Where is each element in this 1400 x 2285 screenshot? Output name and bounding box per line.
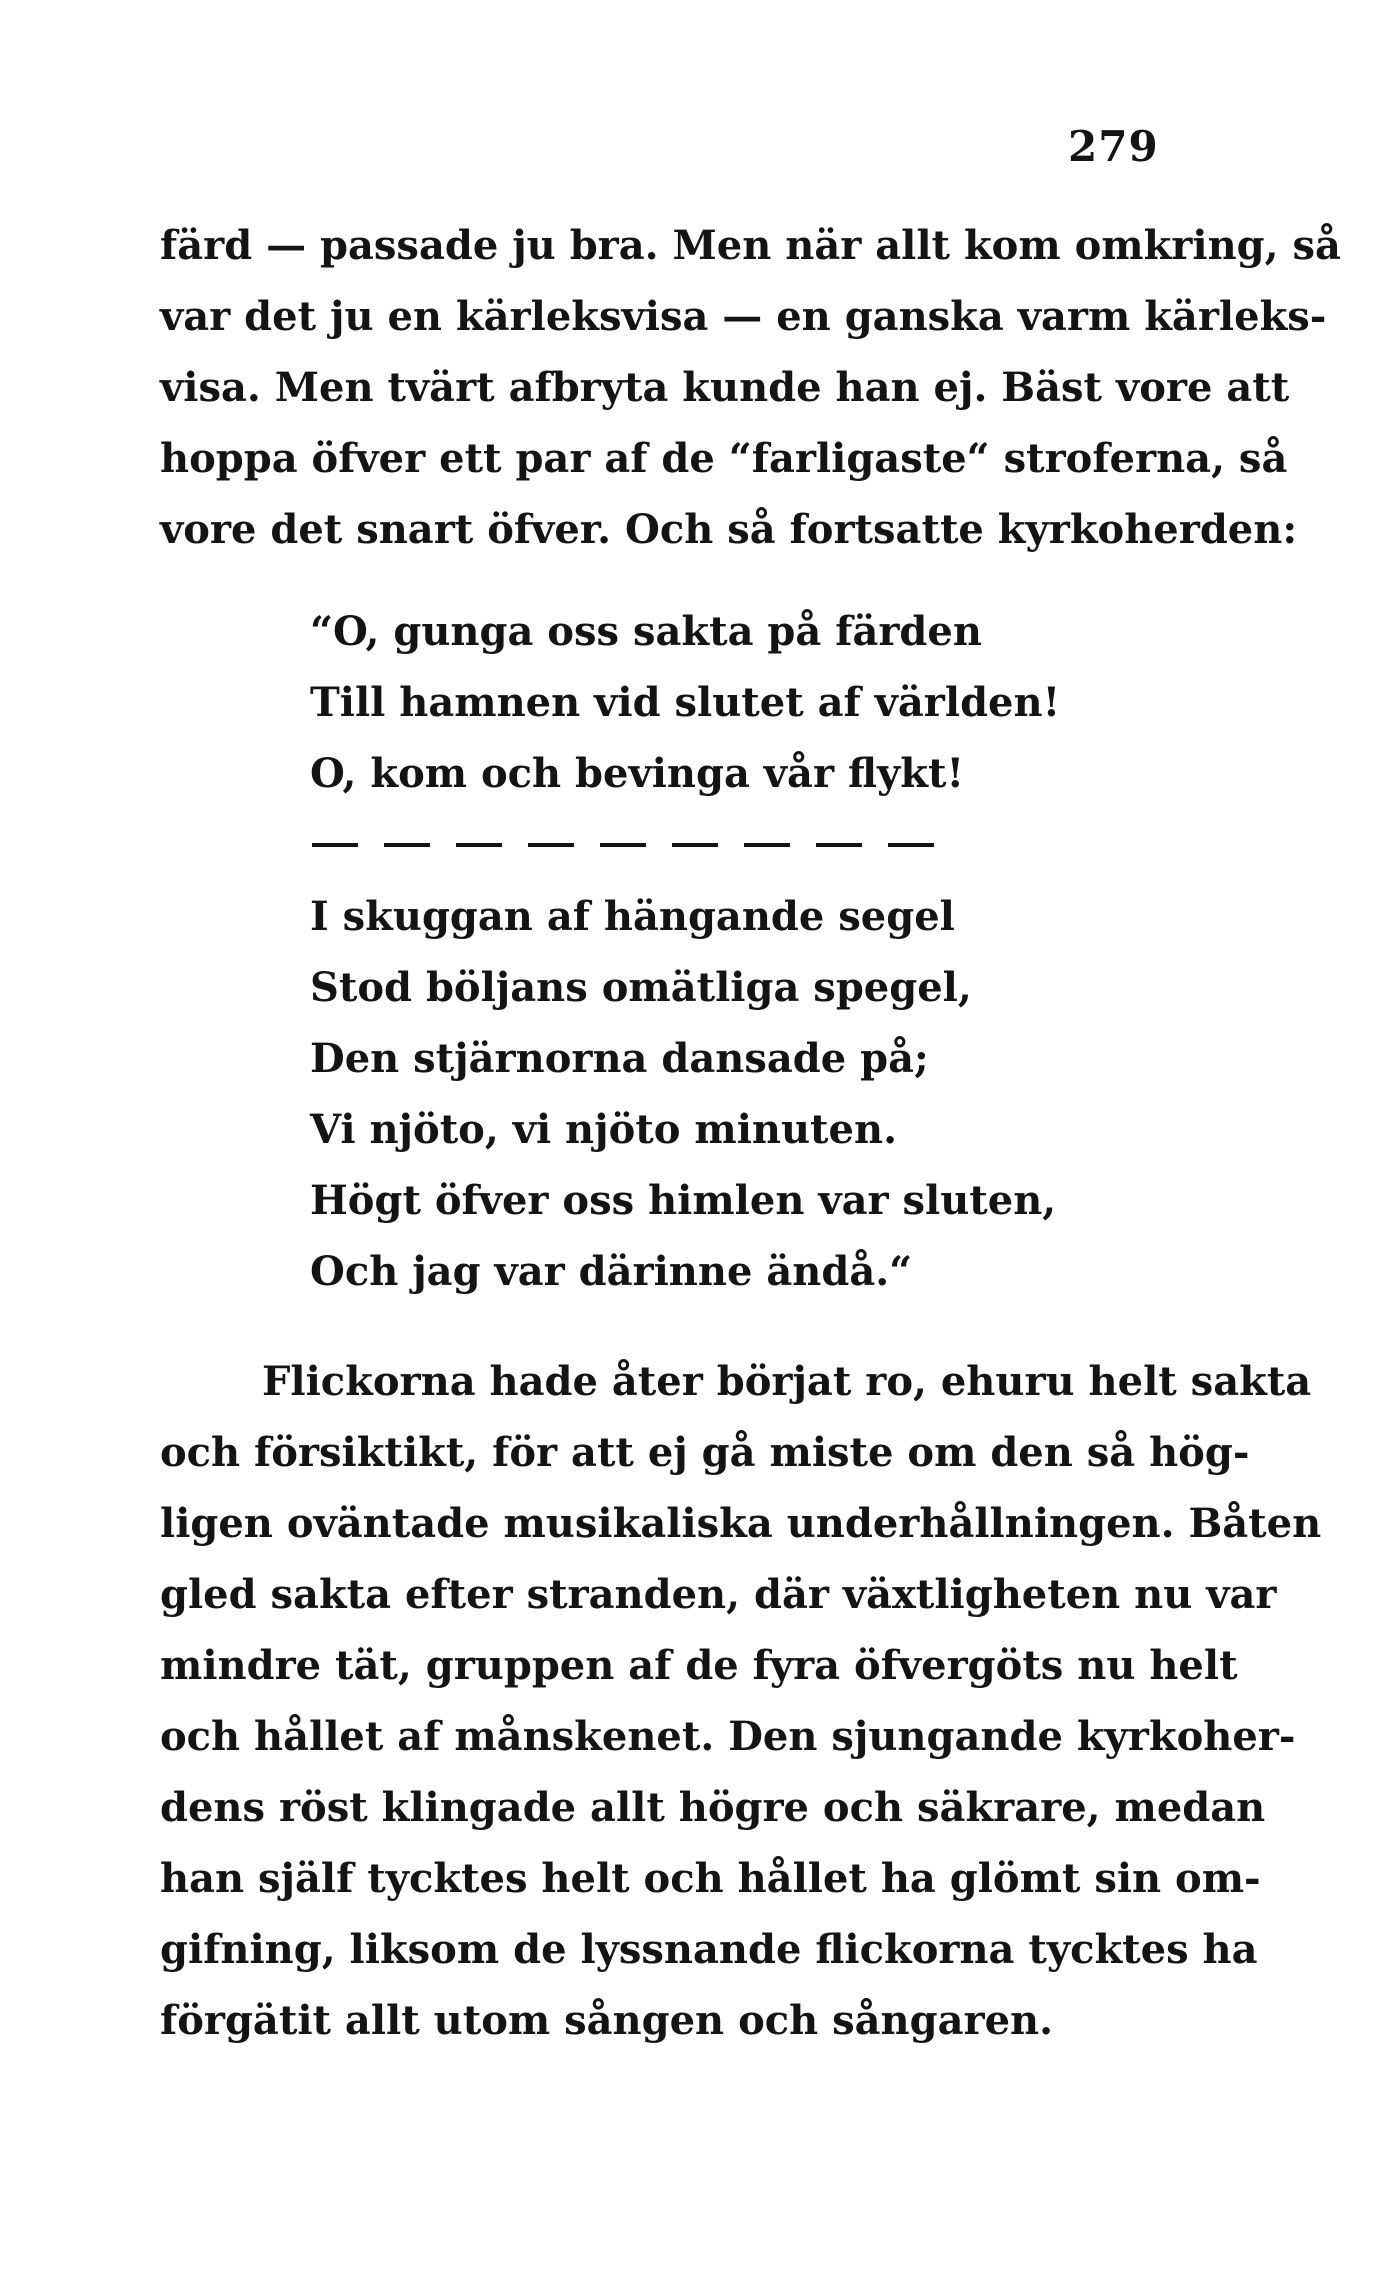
text-line: gled sakta efter stranden, där växtligheten nu var	[160, 1571, 1277, 1618]
text-line: gifning, liksom de lyssnande flickorna tycktes ha	[160, 1926, 1258, 1973]
separator-dash	[528, 843, 574, 847]
separator-dash	[384, 843, 430, 847]
verse-separator	[312, 843, 934, 847]
text-line: och försiktikt, för att ej gå miste om den så hög-	[160, 1429, 1250, 1476]
text-line: hoppa öfver ett par af de “farligaste“ stroferna, så	[160, 435, 1288, 482]
verse-line: Och jag var därinne ändå.“	[310, 1248, 913, 1295]
separator-dash	[816, 843, 862, 847]
text-line: var det ju en kärleksvisa — en ganska varm kärleks-	[160, 293, 1327, 340]
page-number: 279	[1068, 122, 1159, 171]
text-line: dens röst klingade allt högre och säkrare, medan	[160, 1784, 1266, 1831]
verse-line: Till hamnen vid slutet af världen!	[310, 679, 1061, 726]
separator-dash	[888, 843, 934, 847]
separator-dash	[672, 843, 718, 847]
text-line: mindre tät, gruppen af de fyra öfvergöts nu helt	[160, 1642, 1238, 1689]
text-line: och hållet af månskenet. Den sjungande kyrkoher-	[160, 1713, 1296, 1760]
separator-dash	[744, 843, 790, 847]
verse-line: Högt öfver oss himlen var sluten,	[310, 1177, 1057, 1224]
verse-line: Stod böljans omätliga spegel,	[310, 964, 972, 1011]
text-line: vore det snart öfver. Och så fortsatte kyrkoherden:	[160, 506, 1298, 553]
text-line: ligen oväntade musikaliska underhållningen. Båten	[160, 1500, 1322, 1547]
text-line: han själf tycktes helt och hållet ha glömt sin om-	[160, 1855, 1261, 1902]
verse-line: “O, gunga oss sakta på färden	[310, 608, 982, 655]
text-line: färd — passade ju bra. Men när allt kom omkring, så	[160, 222, 1341, 269]
separator-dash	[600, 843, 646, 847]
text-line: förgätit allt utom sången och sångaren.	[160, 1997, 1054, 2044]
verse-line: O, kom och bevinga vår flykt!	[310, 750, 965, 797]
verse-line: I skuggan af hängande segel	[310, 893, 955, 940]
text-line: visa. Men tvärt afbryta kunde han ej. Bäst vore att	[160, 364, 1290, 411]
separator-dash	[312, 843, 358, 847]
verse-line: Vi njöto, vi njöto minuten.	[310, 1106, 897, 1153]
separator-dash	[456, 843, 502, 847]
text-line: Flickorna hade åter börjat ro, ehuru helt sakta	[262, 1358, 1312, 1405]
verse-line: Den stjärnorna dansade på;	[310, 1035, 929, 1082]
